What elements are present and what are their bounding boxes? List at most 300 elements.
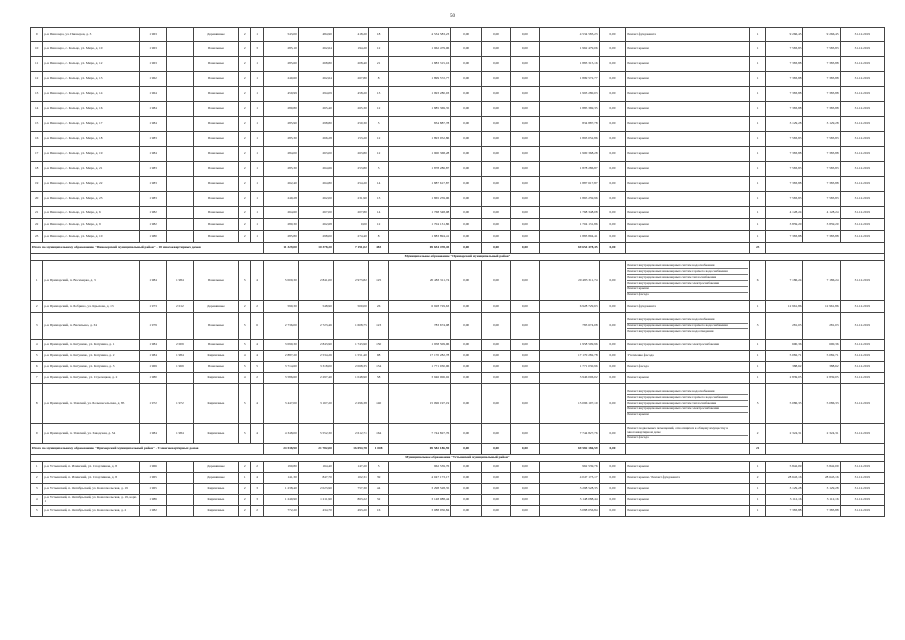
cell-date: 31.12.2019 — [840, 231, 884, 243]
cell-addr: р-н Приморский, п. Уемский, ул. Заводская, д. 54 — [43, 424, 140, 444]
cell-qty: 1 — [749, 301, 765, 313]
cell-own: 1 865 259,96 — [539, 192, 599, 207]
cell-a1: 1 238,40 — [263, 484, 298, 495]
cell-ren — [166, 207, 193, 219]
cell-a3: 254,20 — [333, 177, 368, 192]
cell-fl: 2 — [239, 231, 251, 243]
cell-addr: р-н Устьянский, п. Октябрьский, ул. Комсомольская, д. 19, корп. 1 — [43, 495, 140, 506]
cell-en: 1 — [251, 28, 263, 42]
cell-res: 32 — [368, 495, 389, 506]
cell-fl: 5 — [239, 384, 251, 424]
cell-mat: Панельные — [193, 42, 238, 57]
cell-addr: р-н Пинозеро, с. Кольцо, ул. Мира, д. 17 — [43, 117, 140, 132]
cell-a2: 2 534,26 — [298, 351, 333, 362]
cell-date: 31.12.2019 — [840, 177, 884, 192]
cell-c4: 0,00 — [599, 261, 626, 301]
cell-c4: 0,00 — [599, 462, 626, 473]
cell-a1: 459,99 — [263, 87, 298, 102]
cell-qty: 1 — [749, 495, 765, 506]
cell-work — [626, 301, 750, 313]
cell-date: 31.12.2019 — [840, 301, 884, 313]
cell-mat: Деревянные — [193, 28, 238, 42]
cell-max-cost: 4 128,24 — [803, 207, 840, 219]
cell-mat: Кирпичные — [193, 484, 238, 495]
cell-res: 13 — [368, 192, 389, 207]
cell-qty: 1 — [749, 207, 765, 219]
total-c3: 0,00 — [510, 243, 539, 254]
cell-date: 31.12.2019 — [840, 462, 884, 473]
work-item: Ремонт внутридомовых инженерных систем горячего водоснабжения — [627, 269, 748, 275]
cell-year: 1 969 — [140, 362, 167, 373]
cell-a3: 1 048,90 — [333, 373, 368, 384]
cell-work — [626, 340, 750, 351]
cell-a3: 153,20 — [333, 132, 368, 147]
cell-res: 140 — [368, 384, 389, 424]
cell-a2: 262,68 — [298, 219, 333, 231]
cell-mat: Кирпичные — [193, 351, 238, 362]
cell-date: 31.12.2019 — [840, 261, 884, 301]
cell-own: 3 148 088,44 — [539, 495, 599, 506]
cell-work — [626, 424, 750, 444]
cell-specific-cost: 7 583,83 — [766, 132, 803, 147]
cell-mat: Панельные — [193, 340, 238, 351]
cell-own: 1 962 479,06 — [539, 42, 599, 57]
cell-c2: 0,00 — [482, 28, 511, 42]
cell-date: 31.12.2019 — [840, 132, 884, 147]
cell-addr: р-н Пинозеро, с. Кольцо, ул. Мира, д. 14 — [43, 87, 140, 102]
cell-own: 1 768 348,08 — [539, 207, 599, 219]
cell-max-cost: 3 129,28 — [803, 484, 840, 495]
cell-addr: р-н Пинозеро, с. Кольцо, ул. Мира, д. 13 — [43, 72, 140, 87]
cell-en: 1 — [251, 207, 263, 219]
table-row — [31, 57, 885, 72]
cell-c1: 0,00 — [451, 261, 482, 301]
cell-date: 31.12.2019 — [840, 57, 884, 72]
cell-mat: Кирпичные — [193, 424, 238, 444]
cell-a1: 285,80 — [263, 231, 298, 243]
cell-mat: Панельные — [193, 72, 238, 87]
cell-fl: 2 — [239, 72, 251, 87]
cell-a3: 2 973,82 — [333, 261, 368, 301]
cell-c3: 0,00 — [510, 473, 539, 484]
cell-fl: 2 — [239, 207, 251, 219]
cell-mat: Панельные — [193, 207, 238, 219]
total-work — [626, 444, 750, 455]
cell-a2: 2 723,46 — [298, 313, 333, 340]
cell-a2: 298,80 — [298, 117, 333, 132]
cell-n: 21 — [31, 207, 43, 219]
cell-ren — [166, 72, 193, 87]
cell-specific-cost: 7 383,88 — [766, 231, 803, 243]
cell-specific-cost: 7 383,88 — [766, 147, 803, 162]
cell-n: 3 — [31, 313, 43, 340]
cell-addr: р-н Пинозеро, с. Кольцо, ул. Мира, д. 10 — [43, 231, 140, 243]
cell-qty: 1 — [749, 362, 765, 373]
cell-cost: 1 962 479,06 — [389, 42, 451, 57]
cell-own: 1 883 894,41 — [539, 231, 599, 243]
cell-addr: р-н Пинозеро, с. Кольцо, ул. Мира, д. 12 — [43, 57, 140, 72]
cell-c2: 0,00 — [482, 473, 511, 484]
cell-a3: 863,22 — [333, 495, 368, 506]
cell-cost: 15 096 197,19 — [389, 384, 451, 424]
cell-specific-cost: 12 961,86 — [766, 301, 803, 313]
cell-n: 9 — [31, 424, 43, 444]
cell-res: 21 — [368, 57, 389, 72]
cell-c1: 0,00 — [451, 313, 482, 340]
cell-c4: 0,00 — [599, 384, 626, 424]
cell-a1: 5 009,30 — [263, 261, 298, 301]
cell-c3: 0,00 — [510, 373, 539, 384]
cell-specific-cost: 2 324,31 — [766, 424, 803, 444]
cell-qty: 1 — [749, 102, 765, 117]
cell-ren: 1 984 — [166, 351, 193, 362]
cell-c2: 0,00 — [482, 231, 511, 243]
work-item: Утепление фасада — [627, 353, 654, 358]
cell-c1: 0,00 — [451, 162, 482, 177]
cell-c4: 0,00 — [599, 231, 626, 243]
cell-max-cost: 3 859,20 — [803, 219, 840, 231]
cell-cost: 1 899 572,77 — [389, 72, 451, 87]
cell-ren — [166, 473, 193, 484]
cell-fl: 2 — [239, 506, 251, 517]
cell-c1: 0,00 — [451, 28, 482, 42]
cell-specific-cost: 7 383,88 — [766, 177, 803, 192]
cell-n: 20 — [31, 192, 43, 207]
cell-n: 1 — [31, 462, 43, 473]
table-row — [31, 473, 885, 484]
cell-own: 1 883 315,16 — [539, 57, 599, 72]
table-row — [31, 87, 885, 102]
cell-year: 1 983 — [140, 177, 167, 192]
cell-c3: 0,00 — [510, 313, 539, 340]
table-row — [31, 162, 885, 177]
cell-date: 31.12.2019 — [840, 192, 884, 207]
cell-c4: 0,00 — [599, 340, 626, 351]
table-row — [31, 207, 885, 219]
cell-year: 1 983 — [140, 132, 167, 147]
total-own: 69 582 186,59 — [539, 444, 599, 455]
cell-fl: 2 — [239, 57, 251, 72]
work-item: Ремонт внутридомовых инженерных систем водоснабжения — [627, 264, 748, 270]
total-a1: 11 329,00 — [263, 243, 298, 254]
cell-own: 834 887,78 — [539, 117, 599, 132]
cell-max-cost: 9 266,45 — [803, 28, 840, 42]
cell-c3: 0,00 — [510, 462, 539, 473]
cell-c2: 0,00 — [482, 87, 511, 102]
cell-c4: 0,00 — [599, 484, 626, 495]
cell-a3: 253,80 — [333, 162, 368, 177]
table-row — [31, 261, 885, 301]
cell-qty: 1 — [749, 72, 765, 87]
total-cost: 69 654 478,45 — [389, 243, 451, 254]
cell-n: 2 — [31, 301, 43, 313]
cell-c3: 0,00 — [510, 384, 539, 424]
table-row — [31, 177, 885, 192]
cell-c2: 0,00 — [482, 462, 511, 473]
cell-cost: 7 744 827,76 — [389, 424, 451, 444]
table-row — [31, 219, 885, 231]
cell-c1: 0,00 — [451, 362, 482, 373]
cell-a2: 262,64 — [298, 72, 333, 87]
cell-a2: 264,80 — [298, 177, 333, 192]
cell-mat: Панельные — [193, 219, 238, 231]
cell-date: 31.12.2019 — [840, 484, 884, 495]
work-item: Ремонт крыши — [627, 412, 649, 417]
cell-date: 31.12.2019 — [840, 28, 884, 42]
cell-year: 1 966 — [140, 462, 167, 473]
section-title: Муниципальное образование "Устьянский муниципальный район" — [31, 455, 885, 462]
cell-ren — [166, 506, 193, 517]
cell-date: 31.12.2019 — [840, 340, 884, 351]
cell-a1: 280,30 — [263, 219, 298, 231]
cell-c3: 0,00 — [510, 351, 539, 362]
cell-ren — [166, 313, 193, 340]
cell-a2: 3 167,20 — [298, 384, 333, 424]
cell-addr: р-н Устьянский, п. Октябрьский, ул. Комсомольская, д. 19 — [43, 484, 140, 495]
cell-en: 3 — [251, 42, 263, 57]
cell-c4: 0,00 — [599, 351, 626, 362]
cell-specific-cost: 2 839,05 — [766, 373, 803, 384]
cell-cost: 3 148 088,44 — [389, 495, 451, 506]
cell-cost: 1 958 509,96 — [389, 340, 451, 351]
cell-mat: Панельные — [193, 313, 238, 340]
cell-year: 1 984 — [140, 340, 167, 351]
cell-a3: 194,20 — [333, 42, 368, 57]
cell-a1: 285,60 — [263, 57, 298, 72]
cell-c4: 0,00 — [599, 117, 626, 132]
cell-qty: 1 — [749, 351, 765, 362]
cell-res: 18 — [368, 28, 389, 42]
cell-a1: 264,60 — [263, 207, 298, 219]
cell-en: 1 — [251, 162, 263, 177]
cell-fl: 5 — [239, 261, 251, 301]
cell-a3: 274,40 — [333, 231, 368, 243]
cell-a3: 493,20 — [333, 506, 368, 517]
cell-specific-cost: 5 082,71 — [766, 351, 803, 362]
cell-c1: 0,00 — [451, 42, 482, 57]
cell-fl: 5 — [239, 340, 251, 351]
work-item: Ремонт внутридомовых инженерных систем теплоснабжения — [627, 401, 748, 407]
cell-addr: р-н Приморский, п. Катунино, ул. Стрелецкая, д. 2 — [43, 373, 140, 384]
cell-c3: 0,00 — [510, 192, 539, 207]
table-row — [31, 231, 885, 243]
cell-a2: 262,00 — [298, 192, 333, 207]
cell-c1: 0,00 — [451, 87, 482, 102]
cell-c4: 0,00 — [599, 162, 626, 177]
cell-en: 4 — [251, 351, 263, 362]
cell-en: 2 — [251, 301, 263, 313]
cell-date: 31.12.2019 — [840, 117, 884, 132]
cell-ren — [166, 102, 193, 117]
total-res: 1 008 — [368, 444, 389, 455]
cell-addr: р-н Устьянский, п. Илинский, ул. Спортивная, д. 8 — [43, 462, 140, 473]
cell-qty: 1 — [749, 192, 765, 207]
cell-max-cost: 2 839,05 — [803, 373, 840, 384]
cell-c2: 0,00 — [482, 147, 511, 162]
cell-date: 31.12.2019 — [840, 506, 884, 517]
cell-en: 6 — [251, 313, 263, 340]
cell-mat: Деревянные — [193, 462, 238, 473]
cell-addr: р-н Приморский, п. Бобрино, ул. Крылова, д. 13 — [43, 301, 140, 313]
cell-work — [626, 384, 750, 424]
cell-mat: Деревянные — [193, 473, 238, 484]
table-row — [31, 28, 885, 42]
cell-work: Ремонт крыши — [626, 162, 750, 177]
cell-mat: Панельные — [193, 87, 238, 102]
cell-res: 150 — [368, 340, 389, 351]
cell-c2: 0,00 — [482, 177, 511, 192]
cell-own: 783 674,08 — [539, 313, 599, 340]
cell-ren — [166, 231, 193, 243]
cell-c2: 0,00 — [482, 162, 511, 177]
cell-a2: 164,40 — [298, 462, 333, 473]
cell-work — [626, 261, 750, 301]
cell-c3: 0,00 — [510, 495, 539, 506]
cell-max-cost: 5 082,71 — [803, 351, 840, 362]
cell-c3: 0,00 — [510, 57, 539, 72]
cell-fl: 2 — [239, 147, 251, 162]
cell-max-cost: 7 383,88 — [803, 102, 840, 117]
work-item: Ремонт фасада — [627, 292, 649, 297]
total-row — [31, 243, 885, 254]
cell-c1: 0,00 — [451, 351, 482, 362]
cell-date: 31.12.2019 — [840, 72, 884, 87]
cell-a1: 249,28 — [263, 192, 298, 207]
work-item: Ремонт внутридомовых инженерных систем горячего водоснабжения — [627, 324, 748, 330]
cell-cost: 1 865 259,96 — [389, 192, 451, 207]
cell-qty: 1 — [749, 87, 765, 102]
cell-c4: 0,00 — [599, 57, 626, 72]
work-item: Ремонт внутридомовых инженерных систем горячего водоснабжения — [627, 395, 748, 401]
cell-c4: 0,00 — [599, 72, 626, 87]
cell-specific-cost: 3 112,16 — [766, 495, 803, 506]
cell-c2: 0,00 — [482, 192, 511, 207]
cell-specific-cost: 3 129,28 — [766, 117, 803, 132]
cell-en: 1 — [251, 57, 263, 72]
cell-work: Ремонт крыши — [626, 219, 750, 231]
cell-addr: р-н Приморский, п. Уемский, ул. Большесельская, д. 85 — [43, 384, 140, 424]
cell-specific-cost: 7 383,88 — [766, 506, 803, 517]
cell-work: Ремонт крыши — [626, 87, 750, 102]
cell-date: 31.12.2019 — [840, 313, 884, 340]
cell-c1: 0,00 — [451, 57, 482, 72]
cell-c3: 0,00 — [510, 219, 539, 231]
cell-n: 22 — [31, 219, 43, 231]
work-item: Ремонт крыши — [627, 287, 748, 293]
cell-own: 20 483 311,74 — [539, 261, 599, 301]
cell-res: 58 — [368, 373, 389, 384]
cell-ren — [166, 219, 193, 231]
cell-addr: р-н Приморский, п. Катунино, ул. Катунина, д. 1 — [43, 340, 140, 351]
cell-addr: р-н Пинозеро, с. Кольцо, ул. Мира, д. 22 — [43, 177, 140, 192]
cell-a3: 265,30 — [333, 102, 368, 117]
cell-cost: 1 768 348,08 — [389, 207, 451, 219]
cell-mat: Панельные — [193, 147, 238, 162]
cell-a3: 757,30 — [333, 484, 368, 495]
cell-a1: 240,60 — [263, 72, 298, 87]
cell-fl: 2 — [239, 495, 251, 506]
cell-qty: 6 — [749, 261, 765, 301]
cell-res: 98 — [368, 351, 389, 362]
cell-addr: р-н Пинозеро, с. Кольцо, ул. Мира, д. 21 — [43, 162, 140, 177]
cell-a2: 434,70 — [298, 506, 333, 517]
cell-ren — [166, 484, 193, 495]
cell-own: 1 993 280,03 — [539, 87, 599, 102]
cell-n: 8 — [31, 384, 43, 424]
cell-c2: 0,00 — [482, 495, 511, 506]
total-blank — [766, 444, 885, 455]
cell-cost: 1 900 368,28 — [389, 147, 451, 162]
cell-a1: 3 586,60 — [263, 373, 298, 384]
section-header-row — [31, 254, 885, 261]
cell-addr: р-н Пинозера, ул. Пионеров, д. 3 — [43, 28, 140, 42]
cell-max-cost: 28 643,16 — [803, 473, 840, 484]
cell-c3: 0,00 — [510, 87, 539, 102]
cell-n: 4 — [31, 340, 43, 351]
cell-a1: 2 736,00 — [263, 313, 298, 340]
table-row — [31, 484, 885, 495]
cell-own: 3 298 528,35 — [539, 484, 599, 495]
cell-a3: 500,00 — [333, 301, 368, 313]
cell-cost: 3 946 006,02 — [389, 373, 451, 384]
cell-fl: 2 — [239, 102, 251, 117]
cell-max-cost: 281,03 — [803, 313, 840, 340]
cell-max-cost: 690,36 — [803, 340, 840, 351]
total-a3: 16 094,78 — [333, 444, 368, 455]
cell-cost: 1 878 286,87 — [389, 162, 451, 177]
cell-fl: 4 — [239, 373, 251, 384]
cell-c3: 0,00 — [510, 147, 539, 162]
cell-cost: 783 674,08 — [389, 313, 451, 340]
cell-year: 1 964 — [140, 87, 167, 102]
table-row — [31, 42, 885, 57]
cell-c2: 0,00 — [482, 373, 511, 384]
cell-own: 3 088 056,84 — [539, 506, 599, 517]
cell-c1: 0,00 — [451, 373, 482, 384]
cell-mat: Панельные — [193, 362, 238, 373]
cell-a2: 263,00 — [298, 147, 333, 162]
cell-ren: 2 012 — [166, 301, 193, 313]
cell-work: Ремонт крыши — [626, 207, 750, 219]
cell-mat: Панельные — [193, 192, 238, 207]
work-item: Ремонт фасада — [627, 364, 649, 369]
cell-n: 17 — [31, 147, 43, 162]
total-blank — [766, 243, 885, 254]
section-header-row — [31, 455, 885, 462]
cell-year: 1 972 — [140, 384, 167, 424]
cell-n: 19 — [31, 177, 43, 192]
cell-a2: 2 023,90 — [298, 484, 333, 495]
cell-res: 125 — [368, 261, 389, 301]
cell-res: 123 — [368, 313, 389, 340]
cell-c1: 0,00 — [451, 147, 482, 162]
work-item: Ремонт внутридомовых инженерных систем электроснабжения — [627, 407, 748, 413]
cell-c1: 0,00 — [451, 102, 482, 117]
cell-c3: 0,00 — [510, 207, 539, 219]
cell-mat: Панельные — [193, 261, 238, 301]
cell-a2: 548,90 — [298, 301, 333, 313]
cell-mat: Панельные — [193, 132, 238, 147]
cell-date: 31.12.2019 — [840, 42, 884, 57]
cell-a2: 266,28 — [298, 132, 333, 147]
cell-en: 3 — [251, 495, 263, 506]
cell-fl: 2 — [239, 462, 251, 473]
work-item: Ремонт внутридомовых инженерных систем водоснабжения — [627, 318, 748, 324]
cell-c3: 0,00 — [510, 301, 539, 313]
cell-year: 1 984 — [140, 424, 167, 444]
cell-work: Ремонт крыши — [626, 57, 750, 72]
cell-c2: 0,00 — [482, 301, 511, 313]
